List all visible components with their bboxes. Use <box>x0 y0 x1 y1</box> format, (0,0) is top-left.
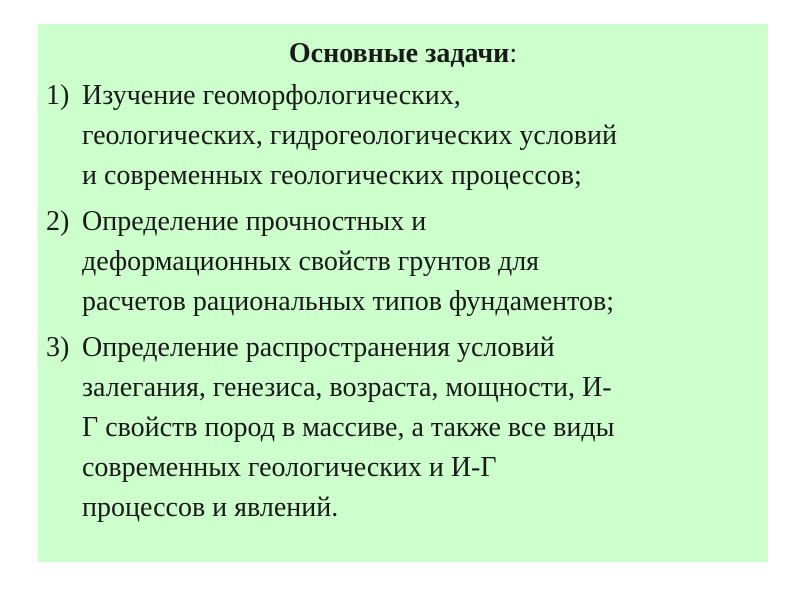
task-number: 1) <box>46 80 70 111</box>
task-number: 2) <box>46 206 70 237</box>
task-text-line: деформационных свойств грунтов для <box>82 246 540 277</box>
task-text-line: залегания, генезиса, возраста, мощности, И- <box>82 372 612 403</box>
content-panel <box>38 24 768 562</box>
slide-title-main: Основные задачи <box>288 38 510 69</box>
task-text-line: геологических, гидрогеологических условий <box>82 120 617 151</box>
task-text-line: процессов и явлений. <box>82 492 339 523</box>
task-text-line: Г свойств пород в массиве, а также все виды <box>82 412 615 443</box>
task-text <box>82 328 762 528</box>
task-text-line: и современных геологических процессов; <box>82 160 582 191</box>
task-text-line: Определение распространения условий <box>82 332 555 363</box>
task-text-line: Определение прочностных и <box>82 206 427 237</box>
task-item-1 <box>46 76 762 196</box>
task-item-3 <box>46 328 762 528</box>
task-text-line: расчетов рациональных типов фундаментов; <box>82 286 615 317</box>
slide-title <box>38 34 768 74</box>
slide-title-colon: : <box>509 38 518 69</box>
task-text <box>82 76 762 196</box>
task-text-line: современных геологических и И-Г <box>82 452 497 483</box>
task-item-2 <box>46 202 762 322</box>
task-list <box>46 76 762 534</box>
task-text-line: Изучение геоморфологических, <box>82 80 461 111</box>
task-number: 3) <box>46 332 70 363</box>
task-text <box>82 202 762 322</box>
